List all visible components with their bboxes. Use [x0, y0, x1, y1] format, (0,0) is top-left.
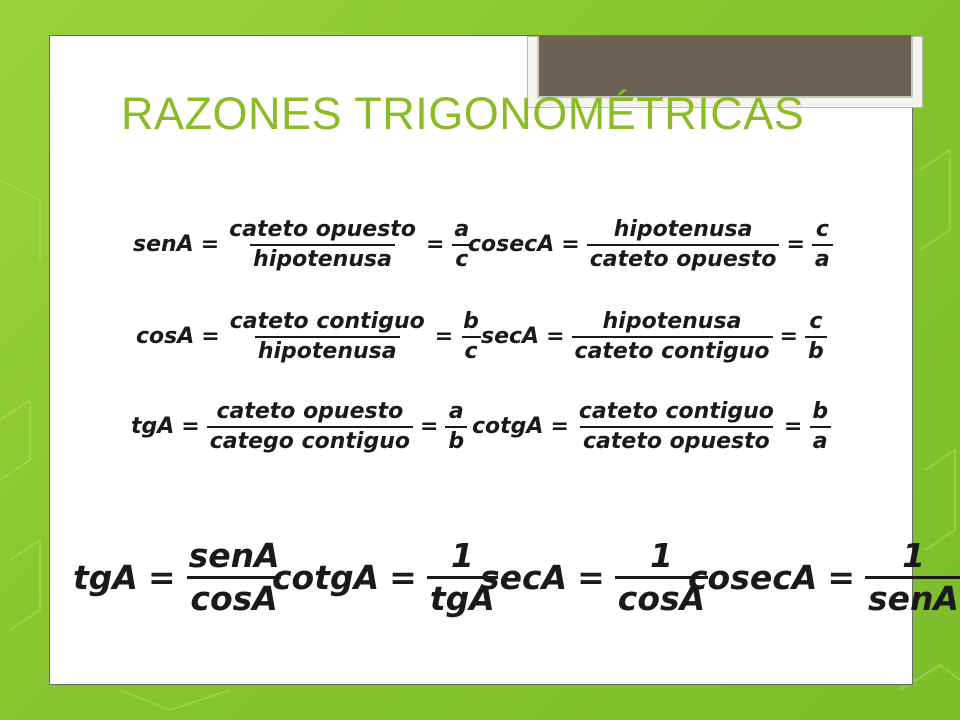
equals-sign: = [779, 324, 798, 350]
denominator: a [812, 244, 833, 272]
identity-cosec [688, 538, 960, 616]
fraction [865, 538, 960, 616]
numerator: cateto contiguo [578, 399, 774, 424]
equals-sign: = [147, 557, 176, 597]
fraction [460, 310, 482, 364]
numerator: hipotenusa [602, 309, 742, 334]
denominator: cateto contiguo [572, 336, 773, 364]
denominator: c [462, 336, 481, 364]
equals-sign: = [561, 232, 580, 258]
denominator: cateto opuesto [580, 426, 773, 454]
fraction [226, 218, 419, 272]
identity-sec [480, 538, 708, 616]
identity-lhs: cosecA [688, 557, 818, 597]
equals-sign: = [434, 324, 454, 350]
numerator: 1 [450, 536, 474, 575]
numerator: a [454, 217, 470, 242]
numerator: senA [188, 536, 280, 575]
equals-sign: = [389, 557, 417, 597]
equals-sign: = [827, 557, 856, 597]
fraction [207, 400, 413, 454]
formula-cotg [472, 400, 831, 454]
formula-sen [133, 218, 472, 272]
equals-sign: = [783, 414, 803, 440]
numerator: b [463, 309, 479, 334]
formula-cos [136, 310, 482, 364]
equals-sign: = [425, 232, 445, 258]
equals-sign: = [550, 414, 569, 440]
denominator: tgA [427, 576, 498, 617]
formula-cosec [468, 218, 833, 272]
fraction [445, 400, 467, 454]
fraction [572, 310, 773, 364]
denominator: hipotenusa [255, 336, 400, 364]
numerator: cateto contiguo [229, 309, 425, 334]
numerator: c [809, 309, 823, 334]
formula-tg [131, 400, 467, 454]
formula-lhs: secA [481, 324, 540, 350]
formula-sec [481, 310, 827, 364]
numerator: 1 [650, 536, 673, 575]
numerator: cateto opuesto [216, 399, 404, 424]
equals-sign: = [201, 324, 220, 350]
numerator: b [812, 399, 829, 424]
numerator: 1 [902, 536, 926, 575]
denominator: b [445, 426, 467, 454]
denominator: catego contiguo [207, 426, 413, 454]
identity-lhs: cotgA [272, 557, 380, 597]
slide-title: RAZONES TRIGONOMÉTRICAS [121, 88, 805, 139]
fraction [805, 310, 827, 364]
equals-sign: = [577, 557, 605, 597]
denominator: b [805, 336, 827, 364]
fraction [809, 400, 831, 454]
formula-lhs: cosecA [468, 232, 555, 258]
denominator: cosA [187, 576, 280, 617]
fraction [227, 310, 428, 364]
formula-lhs: senA [133, 232, 194, 258]
denominator: cosA [615, 576, 708, 617]
equals-sign: = [786, 232, 805, 258]
equals-sign: = [419, 414, 439, 440]
fraction [576, 400, 777, 454]
formula-lhs: cosA [136, 324, 195, 350]
equals-sign: = [181, 414, 200, 440]
denominator: cateto opuesto [587, 244, 780, 272]
equals-sign: = [546, 324, 565, 350]
formula-lhs: cotgA [472, 414, 544, 440]
numerator: hipotenusa [613, 217, 753, 242]
identity-cotg [272, 538, 498, 616]
denominator: senA [865, 576, 960, 617]
identity-lhs: tgA [73, 557, 138, 597]
equals-sign: = [200, 232, 220, 258]
fraction [587, 218, 780, 272]
fraction [186, 538, 283, 616]
identity-lhs: secA [480, 557, 568, 597]
identity-tg [73, 538, 283, 616]
denominator: c [452, 244, 471, 272]
numerator: c [815, 217, 829, 242]
numerator: a [448, 399, 464, 424]
fraction [812, 218, 833, 272]
formula-lhs: tgA [131, 414, 175, 440]
numerator: cateto opuesto [229, 217, 416, 242]
denominator: a [810, 426, 831, 454]
denominator: hipotenusa [250, 244, 395, 272]
